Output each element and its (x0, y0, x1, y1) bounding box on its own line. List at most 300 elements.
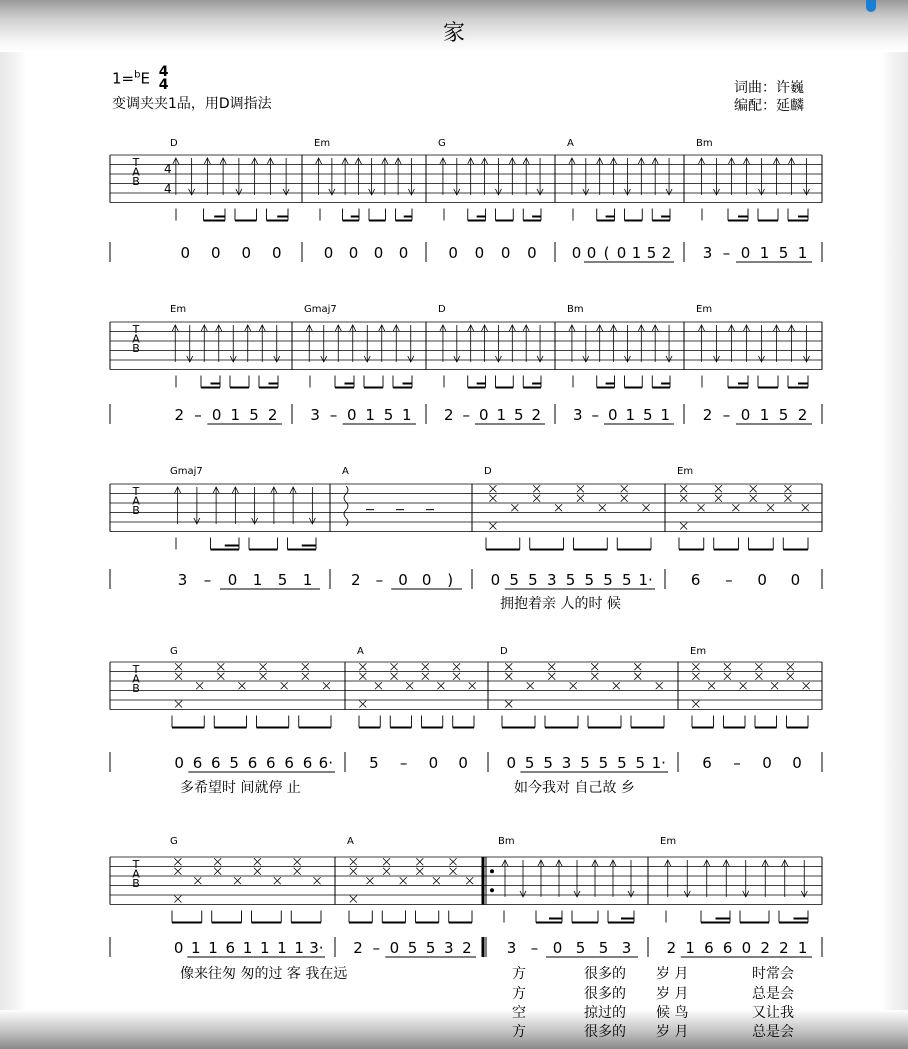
muted-string-x (217, 663, 224, 670)
muted-string-x (527, 682, 534, 689)
jianpu-note: 1 (365, 406, 375, 424)
muted-string-x (570, 682, 577, 689)
jianpu-note: 0 (740, 244, 751, 262)
jianpu-note: 5 (580, 754, 590, 772)
tab-clef-letter: B (132, 175, 140, 188)
muted-string-x (715, 495, 722, 502)
muted-string-x (469, 682, 476, 689)
lyric-verse-line: 时常会 (752, 966, 794, 982)
chord-name: Em (677, 466, 694, 477)
jianpu-note: 5 (407, 939, 418, 957)
jianpu-note: 0 (210, 244, 221, 262)
muted-string-x (238, 682, 245, 689)
song-title: 家 (442, 21, 465, 46)
muted-string-x (437, 682, 444, 689)
bass-string-x (489, 523, 496, 530)
muted-string-x (680, 485, 687, 492)
jianpu-note: 1 (402, 406, 412, 424)
jianpu-note: 0 (490, 571, 501, 589)
tab-clef-letter: A (132, 165, 140, 179)
jianpu-note: 0 (792, 754, 802, 772)
chord-name: Em (314, 138, 331, 149)
muted-string-x (260, 663, 267, 670)
lyric-line: 像来往匆 匆的过 客 我在远 (180, 966, 348, 982)
jianpu-note: 0 (506, 754, 516, 772)
jianpu-note: ) (447, 571, 454, 589)
jianpu-note: 6 (192, 754, 203, 772)
jianpu-note: 2 (797, 406, 808, 424)
muted-string-x (599, 504, 606, 511)
jianpu-note: 3 (561, 754, 572, 772)
lyric-verse-line: 很多的 (584, 966, 626, 982)
muted-string-x (281, 682, 288, 689)
tab-time-top: 4 (164, 162, 172, 176)
jianpu-note: 6 (302, 754, 313, 772)
muted-string-x (698, 504, 705, 511)
jianpu-note: 1 (631, 244, 642, 262)
time-bottom: 4 (158, 77, 169, 93)
jianpu-note: – (725, 571, 733, 589)
muted-string-x (383, 868, 390, 875)
jianpu-note: 2 (267, 406, 278, 424)
jianpu-note: 1 (759, 406, 770, 424)
jianpu-note: 5 (509, 571, 519, 589)
jianpu-note: 1 (797, 939, 808, 957)
jianpu-note: 1 (660, 406, 671, 424)
muted-string-x (591, 673, 598, 680)
chord-name: Em (660, 836, 677, 847)
repeat-dot (490, 888, 494, 892)
muted-string-x (302, 663, 309, 670)
muted-string-x (375, 682, 382, 689)
muted-string-x (767, 504, 774, 511)
repeat-dot (490, 869, 494, 873)
jianpu-note: 3· (309, 939, 324, 957)
jianpu-note: 6 (211, 754, 221, 772)
muted-string-x (577, 495, 584, 502)
jianpu-note: 5 (543, 754, 553, 772)
lyric-verse-line: 岁 月 (656, 1024, 689, 1040)
lyric-verse-line: 岁 月 (656, 966, 689, 982)
jianpu-note: 0 (552, 939, 563, 957)
chord-name: G (170, 646, 178, 657)
chord-name: Em (696, 304, 713, 315)
jianpu-note: 0 (271, 244, 282, 262)
lyric-verse-line: 方 (512, 1024, 526, 1040)
jianpu-note: 1 (302, 571, 313, 589)
muted-string-x (505, 663, 512, 670)
muted-string-x (656, 682, 663, 689)
muted-string-x (260, 673, 267, 680)
muted-string-x (406, 682, 413, 689)
muted-string-x (750, 495, 757, 502)
muted-string-x (643, 504, 650, 511)
capo-instruction: 变调夹夹1品，用D调指法 (112, 96, 272, 112)
bass-string-x (359, 701, 366, 708)
lyric-verse-line: 又让我 (752, 1005, 794, 1021)
muted-string-x (787, 663, 794, 670)
jianpu-note: 5 (598, 939, 609, 957)
jianpu-note: 1· (638, 571, 653, 589)
tab-clef-letter: A (132, 332, 140, 346)
jianpu-note: – (375, 571, 384, 589)
lyric-line: 拥抱着亲 人的时 候 (500, 596, 621, 612)
muted-string-x (613, 682, 620, 689)
chord-name: A (357, 646, 364, 657)
muted-string-x (422, 673, 429, 680)
muted-string-x (174, 868, 181, 875)
muted-string-x (383, 858, 390, 865)
jianpu-note: 0 (527, 244, 537, 262)
jianpu-note: 0 (740, 406, 751, 424)
muted-string-x (196, 682, 203, 689)
chord-name: Gmaj7 (304, 304, 337, 315)
muted-string-x (511, 504, 518, 511)
muted-string-x (548, 663, 555, 670)
muted-string-x (750, 485, 757, 492)
lyric-verse-line: 很多的 (584, 986, 626, 1002)
jianpu-note: 0 (348, 244, 359, 262)
lyric-verse-line: 岁 月 (656, 986, 689, 1002)
chord-name: D (170, 138, 178, 149)
time-top: 4 (158, 64, 169, 80)
lyric-verse-line: 总是会 (752, 1024, 794, 1040)
muted-string-x (175, 673, 182, 680)
jianpu-note: 6 (702, 754, 712, 772)
jianpu-note: 3 (444, 939, 454, 957)
jianpu-note: 0 (180, 244, 191, 262)
jianpu-note: 1 (625, 406, 636, 424)
muted-string-x (391, 663, 398, 670)
jianpu-note: 2 (443, 406, 454, 424)
jianpu-note: 0 (347, 406, 357, 424)
jianpu-note: 5 (369, 754, 379, 772)
jianpu-note: 0 (741, 939, 752, 957)
jianpu-note: 1 (685, 939, 695, 957)
chord-name: D (484, 466, 492, 477)
jianpu-note: 6 (225, 939, 236, 957)
chord-name: D (438, 304, 446, 315)
bass-string-x (350, 896, 357, 903)
muted-string-x (505, 673, 512, 680)
lyric-verse-line: 很多的 (584, 1024, 626, 1040)
jianpu-note: 5 (778, 406, 789, 424)
lyric-verse-line: 总是会 (752, 986, 794, 1002)
jianpu-note: 5 (524, 754, 535, 772)
muted-string-x (254, 868, 261, 875)
lyric-verse-line: 方 (512, 986, 526, 1002)
lyric-verse-line: 候 鸟 (656, 1005, 689, 1021)
jianpu-note: 0 (428, 754, 439, 772)
jianpu-note: 0 (398, 244, 409, 262)
jianpu-note: 1· (651, 754, 666, 772)
jianpu-note: 0 (762, 754, 772, 772)
muted-string-x (621, 495, 628, 502)
jianpu-note: 6 (284, 754, 294, 772)
jianpu-note: 3 (546, 571, 557, 589)
jianpu-note: 0 (616, 244, 627, 262)
muted-string-x (784, 485, 791, 492)
jianpu-note: 2 (760, 939, 770, 957)
muted-string-x (323, 682, 330, 689)
muted-string-x (422, 663, 429, 670)
lyric-verse-line: 空 (512, 1005, 526, 1021)
muted-string-x (489, 485, 496, 492)
bass-string-x (175, 701, 182, 708)
jianpu-note: 2 (531, 406, 542, 424)
muted-string-x (708, 682, 715, 689)
chord-name: A (342, 466, 349, 477)
chord-name: G (438, 138, 446, 149)
muted-string-x (274, 877, 281, 884)
jianpu-note: – (372, 939, 380, 957)
muted-string-x (302, 673, 309, 680)
jianpu-note: 5 (575, 939, 586, 957)
muted-string-x (634, 673, 641, 680)
jianpu-note: – (399, 754, 408, 772)
jianpu-note: 2 (702, 406, 713, 424)
jianpu-note: – (591, 406, 599, 424)
tab-clef-letter: A (132, 867, 140, 881)
muted-string-x (740, 682, 747, 689)
jianpu-note: 6· (318, 754, 333, 772)
jianpu-note: 0 (478, 406, 489, 424)
muted-string-x (214, 868, 221, 875)
muted-string-x (577, 485, 584, 492)
muted-string-x (391, 673, 398, 680)
chord-name: Bm (498, 836, 515, 847)
jianpu-note: 0 (571, 244, 582, 262)
credit-arrangement: 编配：延麟 (734, 98, 804, 114)
jianpu-note: 5 (646, 244, 657, 262)
jianpu-note: 0 (389, 939, 400, 957)
jianpu-note: 3 (177, 571, 188, 589)
muted-string-x (314, 877, 321, 884)
jianpu-note: 1 (294, 939, 304, 957)
tab-clef-letter: T (132, 323, 140, 336)
chord-name: Em (170, 304, 187, 315)
jianpu-note: – (194, 406, 202, 424)
jianpu-note: 1 (242, 939, 253, 957)
tab-clef-letter: B (132, 342, 140, 355)
muted-string-x (416, 858, 423, 865)
muted-string-x (548, 673, 555, 680)
jianpu-note: 0 (398, 571, 408, 589)
jianpu-note: 5 (622, 571, 632, 589)
muted-string-x (621, 485, 628, 492)
bass-string-x (174, 896, 181, 903)
chord-name: Gmaj7 (170, 466, 203, 477)
muted-string-x (359, 663, 366, 670)
muted-string-x (555, 504, 562, 511)
tab-clef-letter: A (132, 494, 140, 508)
muted-string-x (217, 673, 224, 680)
muted-string-x (771, 682, 778, 689)
jianpu-note: 0 (586, 244, 597, 262)
jianpu-note: 6 (704, 939, 714, 957)
jianpu-note: 3 (572, 406, 583, 424)
chord-name: D (500, 646, 508, 657)
tab-clef-letter: T (132, 663, 140, 676)
muted-string-x (755, 673, 762, 680)
jianpu-note: 6 (690, 571, 701, 589)
jianpu-note: 0 (790, 571, 801, 589)
jianpu-note: 5 (778, 244, 789, 262)
muted-string-x (366, 877, 373, 884)
jianpu-note: – (722, 406, 731, 424)
muted-string-x (350, 868, 357, 875)
tab-clef-letter: A (132, 672, 140, 686)
muted-string-x (680, 495, 687, 502)
muted-string-x (755, 663, 762, 670)
jianpu-note: 5 (277, 571, 288, 589)
jianpu-note: 0 (421, 571, 432, 589)
jianpu-note: 5 (425, 939, 436, 957)
jianpu-note: 0 (500, 244, 511, 262)
jianpu-note: 2 (661, 244, 672, 262)
jianpu-note: 0 (757, 571, 767, 589)
tab-clef-letter: B (132, 682, 140, 695)
jianpu-note: 6 (266, 754, 276, 772)
muted-string-x (359, 673, 366, 680)
jianpu-note: 6 (247, 754, 258, 772)
muted-string-x (724, 663, 731, 670)
jianpu-note: 6 (722, 939, 733, 957)
arpeggio-mark (344, 486, 348, 526)
muted-string-x (634, 663, 641, 670)
jianpu-note: 0 (458, 754, 468, 772)
muted-string-x (533, 495, 540, 502)
jianpu-note: 5 (229, 754, 239, 772)
jianpu-note: 5 (528, 571, 538, 589)
muted-string-x (453, 663, 460, 670)
tab-clef-letter: B (132, 877, 140, 890)
jianpu-note: 5 (249, 406, 259, 424)
chord-name: Em (690, 646, 707, 657)
jianpu-note: 5 (565, 571, 576, 589)
muted-string-x (732, 504, 739, 511)
chord-name: A (567, 138, 574, 149)
muted-string-x (450, 858, 457, 865)
bass-string-x (680, 523, 687, 530)
chord-name: Bm (567, 304, 584, 315)
key-prefix: 1= (112, 69, 135, 88)
jianpu-note: 5 (584, 571, 595, 589)
jianpu-note: 5 (617, 754, 627, 772)
jianpu-note: 0 (448, 244, 458, 262)
jianpu-note: 1 (259, 939, 270, 957)
jianpu-note: 5 (603, 571, 613, 589)
jianpu-note: 0 (241, 244, 252, 262)
muted-string-x (489, 495, 496, 502)
jianpu-note: 1 (797, 244, 808, 262)
jianpu-note: – (722, 244, 731, 262)
jianpu-note: 3 (621, 939, 632, 957)
bass-string-x (692, 701, 699, 708)
jianpu-note: 2 (174, 406, 185, 424)
muted-string-x (591, 663, 598, 670)
jianpu-note: ( (603, 244, 610, 262)
jianpu-note: 0 (607, 406, 618, 424)
jianpu-note: – (530, 939, 539, 957)
jianpu-note: 2 (351, 571, 361, 589)
muted-string-x (724, 673, 731, 680)
key-note: E (140, 69, 150, 88)
muted-string-x (453, 673, 460, 680)
muted-string-x (433, 877, 440, 884)
jianpu-note: 0 (474, 244, 485, 262)
lyric-verse-line: 方 (512, 966, 526, 982)
jianpu-note: 2 (666, 939, 677, 957)
muted-string-x (174, 858, 181, 865)
chord-name: Bm (696, 138, 713, 149)
jianpu-note: 1 (277, 939, 287, 957)
jianpu-note: 5 (635, 754, 646, 772)
jianpu-note: 1 (759, 244, 770, 262)
jianpu-note: 5 (642, 406, 653, 424)
jianpu-note: – (203, 571, 212, 589)
tab-clef-letter: T (132, 858, 140, 871)
jianpu-note: 1 (208, 939, 218, 957)
lyric-line: 如今我对 自己故 乡 (514, 780, 635, 796)
tab-clef-letter: T (132, 485, 140, 498)
muted-string-x (254, 858, 261, 865)
muted-string-x (175, 663, 182, 670)
jianpu-note: 0 (373, 244, 384, 262)
muted-string-x (787, 673, 794, 680)
lyric-verse-line: 掠过的 (584, 1005, 626, 1021)
jianpu-note: 5 (513, 406, 524, 424)
muted-string-x (194, 877, 201, 884)
jianpu-note: 5 (383, 406, 394, 424)
tab-clef-letter: B (132, 504, 140, 517)
muted-string-x (715, 485, 722, 492)
jianpu-note: 3 (310, 406, 320, 424)
muted-string-x (802, 504, 809, 511)
jianpu-note: 1 (230, 406, 241, 424)
jianpu-note: 3 (506, 939, 517, 957)
jianpu-note: 2 (353, 939, 363, 957)
jianpu-note: 1 (496, 406, 507, 424)
jianpu-note: 0 (173, 939, 184, 957)
jianpu-note: 1 (191, 939, 201, 957)
jianpu-note: – (733, 754, 741, 772)
chord-name: G (170, 836, 178, 847)
muted-string-x (533, 485, 540, 492)
muted-string-x (214, 858, 221, 865)
jianpu-note: – (329, 406, 338, 424)
muted-string-x (294, 858, 301, 865)
jianpu-note: 2 (779, 939, 789, 957)
jianpu-note: 5 (598, 754, 609, 772)
jianpu-note: 3 (702, 244, 713, 262)
muted-string-x (784, 495, 791, 502)
jianpu-note: 0 (323, 244, 334, 262)
jianpu-note: 0 (227, 571, 238, 589)
key-flat: b (134, 69, 141, 81)
credit-lyrics-music: 词曲：许巍 (734, 80, 804, 96)
tab-clef-letter: T (132, 156, 140, 169)
bass-string-x (505, 701, 512, 708)
lyric-line: 多希望时 间就停 止 (180, 780, 301, 796)
jianpu-note: 1 (252, 571, 263, 589)
tab-time-bottom: 4 (164, 182, 172, 196)
jianpu-note: 0 (211, 406, 222, 424)
muted-string-x (416, 868, 423, 875)
muted-string-x (692, 663, 699, 670)
muted-string-x (400, 877, 407, 884)
chord-name: A (347, 836, 354, 847)
